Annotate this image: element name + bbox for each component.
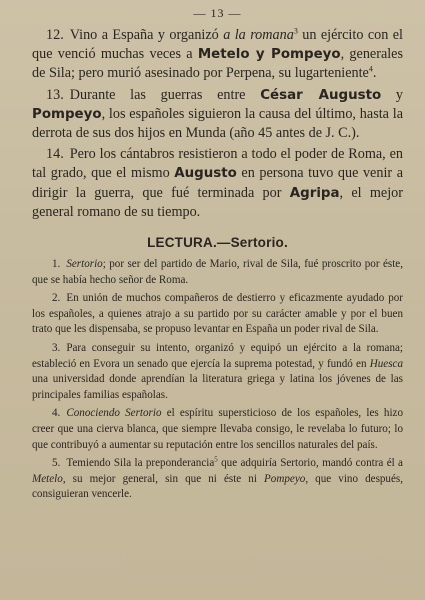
text-run: Metelo [32,472,63,485]
paragraph-number: 14. [46,146,64,163]
text-run: un ejército con el que venció muchas veces a [32,27,404,63]
text-run: Agripa [289,185,340,201]
paragraph-number: 2. [52,292,61,305]
text-run: , generales de Sila; pero murió asesinado por Perpena, su lugarteniente [32,46,403,82]
text-run: , su mejor general, sin que ni éste ni [62,472,265,485]
text-run: Sertorio [66,258,103,271]
paragraph [32,26,403,84]
paragraph [32,145,403,222]
text-run: y [381,86,403,103]
text-run: Pompeyo [32,106,102,122]
text-run: Temiendo Sila la preponderancia [66,457,215,470]
footnote-ref: 4 [368,64,373,74]
text-run: , los españoles siguieron la causa del último, hasta la derrota de sus dos hijos en Munda (año 45 antes de J. C.). [32,105,403,142]
paragraph [32,86,403,144]
reading-title: LECTURA.—Sertorio. [147,235,288,251]
text-run: , el mejor general romano de su tiempo. [32,184,403,220]
text-run: , que vino después, consiguieran vencerle. [32,472,403,501]
text-run: Pero los cántabros resistieron a todo el poder de Roma, en tal grado, que el mismo [32,146,403,182]
text-run: Durante las guerras entre [69,86,261,103]
paragraph-number: 13. [46,86,64,103]
text-run: . [372,65,377,82]
text-run: Augusto [174,166,237,182]
text-run: En unión de muchos compañeros de destierro y eficazmente ayudado por los españoles, a quienes atrajo a su partido por su carácter amable y por el buen trato que les dispensaba, se propuso levantar en España un poder rival de Sila. [32,292,403,336]
reading-paragraph [32,406,403,453]
text-run: a la romana [223,27,294,43]
main-text [32,26,403,222]
reading-paragraph [32,291,403,338]
text-run: en persona tuvo que venir a dirigir la guerra, que fué terminada por [32,165,403,201]
paragraph-number: 3. [52,342,61,354]
text-run: Para conseguir su intento, organizó y equipó un ejército a la romana; estableció en Evora un senado que ejercía la suprema potestad, y fundó en [32,342,403,370]
text-run: Metelo y Pompeyo [197,47,341,63]
text-run: Vino a España y organizó [69,27,224,43]
reading-paragraph [32,456,403,503]
paragraph-number: 1. [52,258,61,271]
text-run: que adquiría Sertorio, mandó contra él a [217,457,403,470]
text-run: Conociendo Sertorio [66,407,162,420]
reading-text [32,257,403,503]
text-run: César Augusto [260,87,382,103]
footnote-ref: 5 [214,455,218,464]
reading-paragraph [32,341,403,403]
footnote-ref: 3 [293,26,298,36]
text-run: ; por ser del partido de Mario, rival de Sila, fué proscrito por éste, que se había hecho señor de Roma. [32,258,403,286]
paragraph-number: 5. [52,457,61,470]
text-run: Pompeyo [264,472,306,485]
reading-paragraph [32,257,403,288]
text-run: una universidad donde aprendían la literatura griega y latina los jóvenes de las principales familias españolas. [32,373,403,401]
paragraph-number: 4. [52,407,61,420]
text-run: Huesca [369,357,403,370]
page-number: — 13 — [193,6,242,20]
text-run: el espíritu supersticioso de los españoles, les hizo creer que una cierva blanca, que siempre llevaba consigo, le revelaba lo futuro; lo que contribuyó a aumentar su reputación entre los sencillos naturales del país. [32,407,404,451]
paragraph-number: 12. [46,27,64,43]
